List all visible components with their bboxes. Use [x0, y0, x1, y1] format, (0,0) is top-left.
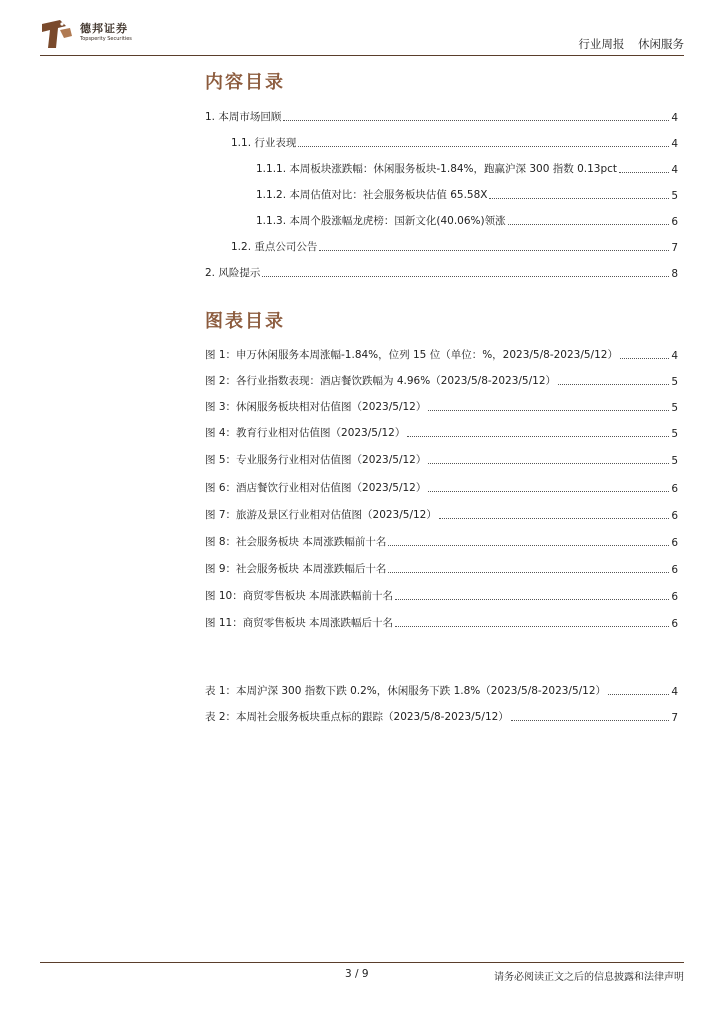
table-entry[interactable]: 表 1：本周沪深 300 指数下跌 0.2%，休闲服务下跌 1.8%（2023/5/8-2023/5/12） 4	[205, 685, 678, 698]
figures-title: 图表目录	[205, 311, 285, 332]
figure-entry[interactable]: 图 3：休闲服务板块相对估值图（2023/5/12） 5	[205, 401, 678, 414]
page-header	[40, 14, 684, 54]
figure-entry[interactable]: 图 10：商贸零售板块 本周涨跌幅前十名 6	[205, 590, 678, 603]
report-sector: 休闲服务	[638, 37, 684, 51]
brand-name-en: Topsperity Securities	[80, 36, 132, 42]
figure-entry[interactable]: 图 5：专业服务行业相对估值图（2023/5/12） 5	[205, 454, 678, 467]
toc-entry[interactable]: 1.1.1. 本周板块涨跌幅：休闲服务板块-1.84%，跑赢沪深 300 指数 0.13pct 4	[256, 163, 678, 176]
page-number: 3 / 9	[345, 968, 369, 980]
figure-entry[interactable]: 图 4：教育行业相对估值图（2023/5/12） 5	[205, 427, 678, 440]
toc-entry[interactable]: 1. 本周市场回顾 4	[205, 111, 678, 124]
footer-divider	[40, 962, 684, 963]
toc-title: 内容目录	[205, 72, 285, 93]
table-entry[interactable]: 表 2：本周社会服务板块重点标的跟踪（2023/5/8-2023/5/12） 7	[205, 711, 678, 724]
report-category: 行业周报	[578, 37, 625, 51]
figure-entry[interactable]: 图 8：社会服务板块 本周涨跌幅前十名 6	[205, 536, 678, 549]
figure-entry[interactable]: 图 1：申万休闲服务本周涨幅-1.84%，位列 15 位（单位：%，2023/5/8-2023/5/12） 4	[205, 349, 678, 362]
toc-entry[interactable]: 1.1.2. 本周估值对比：社会服务板块估值 65.58X 5	[256, 189, 678, 202]
toc-entry[interactable]: 1.1.3. 本周个股涨幅龙虎榜：国新文化(40.06%)领涨 6	[256, 215, 678, 228]
brand-name: 德邦证券	[80, 22, 128, 35]
header-divider	[40, 55, 684, 56]
legal-disclaimer: 请务必阅读正文之后的信息披露和法律声明	[494, 972, 684, 983]
figure-entry[interactable]: 图 2：各行业指数表现：酒店餐饮跌幅为 4.96%（2023/5/8-2023/5/12） 5	[205, 375, 678, 388]
figure-entry[interactable]: 图 6：酒店餐饮行业相对估值图（2023/5/12） 6	[205, 482, 678, 495]
figure-entry[interactable]: 图 7：旅游及景区行业相对估值图（2023/5/12） 6	[205, 509, 678, 522]
toc-entry[interactable]: 2. 风险提示 8	[205, 267, 678, 280]
toc-entry[interactable]: 1.1. 行业表现 4	[231, 137, 678, 150]
figure-entry[interactable]: 图 11：商贸零售板块 本周涨跌幅后十名 6	[205, 617, 678, 630]
figure-entry[interactable]: 图 9：社会服务板块 本周涨跌幅后十名 6	[205, 563, 678, 576]
brand-logo-icon	[40, 18, 74, 50]
brand-logo	[40, 18, 140, 52]
toc-entry[interactable]: 1.2. 重点公司公告 7	[231, 241, 678, 254]
report-type	[568, 36, 684, 52]
